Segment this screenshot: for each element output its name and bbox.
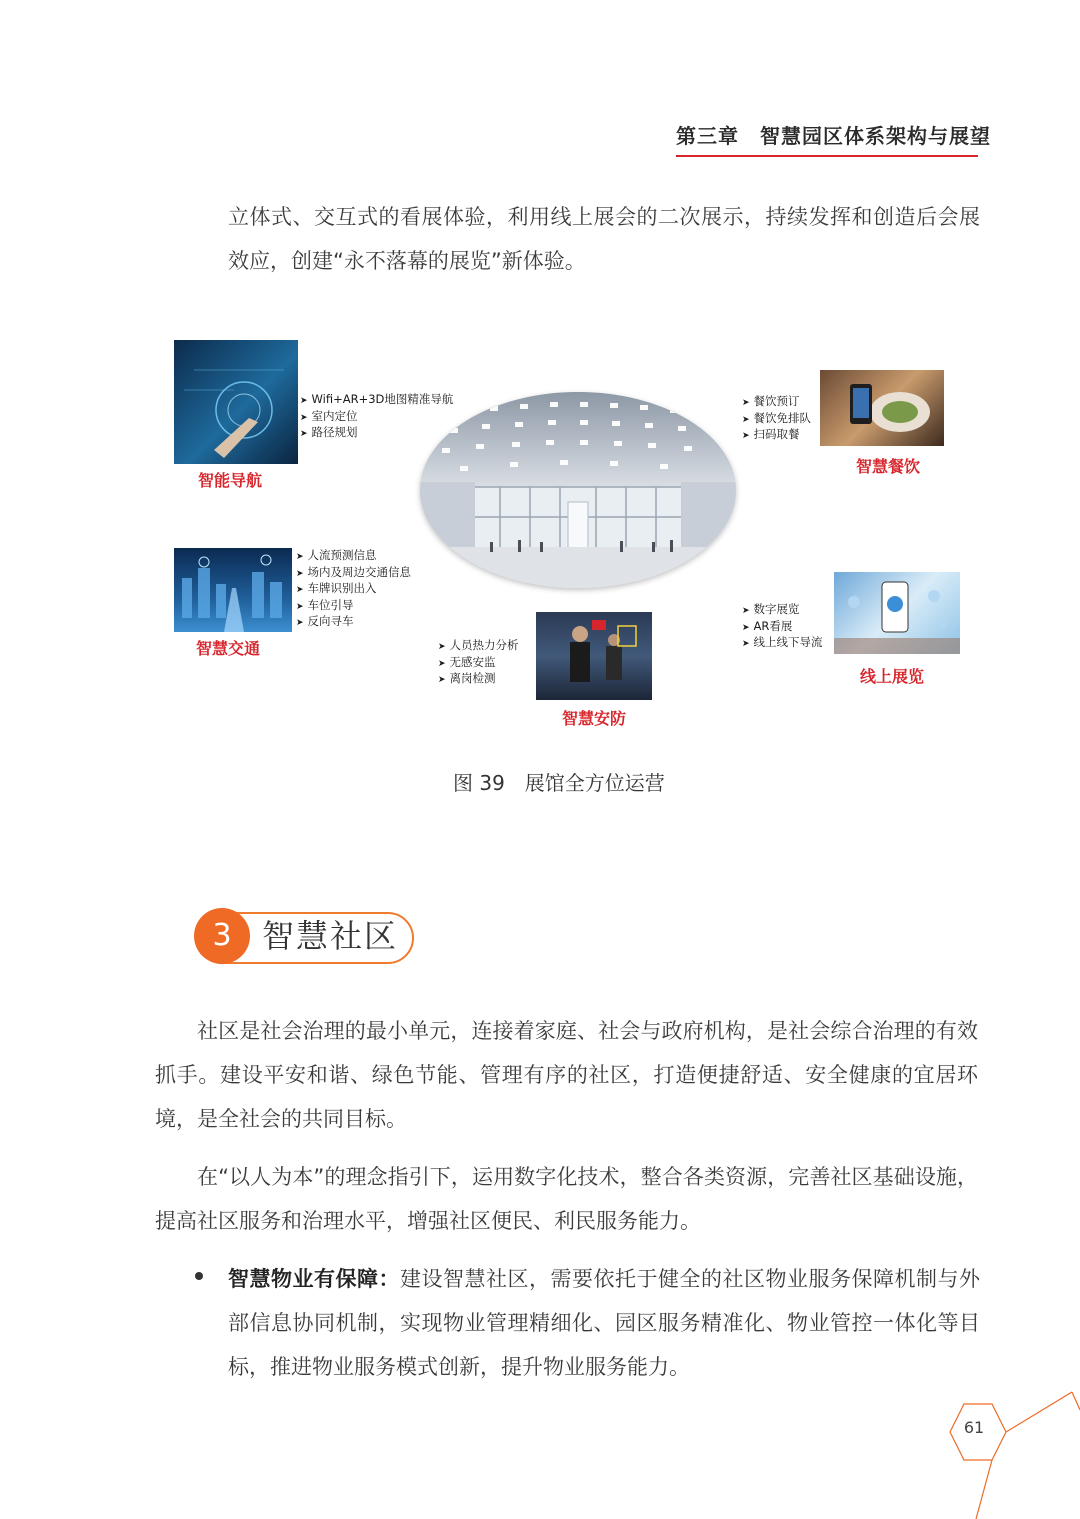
bullet-item: ➤ 餐饮免排队: [742, 411, 811, 428]
dining-bullets: [742, 394, 811, 444]
dining-photo: [820, 370, 944, 446]
list-bullet-dot: [195, 1272, 203, 1280]
bullet-item: ➤ AR看展: [742, 619, 823, 636]
traffic-bullets: [296, 548, 411, 631]
navigation-bullets: [300, 392, 453, 442]
section-title: 智慧社区: [262, 917, 399, 955]
list-item: [228, 1257, 980, 1389]
traffic-title: 智慧交通: [196, 639, 261, 658]
navigation-photo: [174, 340, 298, 464]
page-number-hexagon: [940, 1380, 1080, 1519]
bullet-item: ➤ 数字展览: [742, 602, 823, 619]
bullet-item: ➤ 场内及周边交通信息: [296, 565, 411, 582]
bullet-item: ➤ Wifi+AR+3D地图精准导航: [300, 392, 453, 409]
section-number-badge: 3: [194, 908, 250, 964]
online-exhibition-photo: [834, 572, 960, 654]
bullet-item: ➤ 扫码取餐: [742, 427, 811, 444]
security-title: 智慧安防: [562, 709, 627, 728]
figure-caption: 图 39 展馆全方位运营: [453, 771, 665, 795]
body-paragraph: 在“以人为本”的理念指引下，运用数字化技术，整合各类资源，完善社区基础设施，提高社区服务和治理水平，增强社区便民、利民服务能力。: [155, 1165, 978, 1233]
bullet-item: ➤ 人流预测信息: [296, 548, 411, 565]
bullet-item: ➤ 离岗检测: [438, 671, 519, 688]
exhibition-operations-figure: [160, 330, 960, 730]
bullet-item: ➤ 无感安监: [438, 655, 519, 672]
bullet-item: ➤ 餐饮预订: [742, 394, 811, 411]
traffic-photo: [174, 548, 292, 632]
security-bullets: [438, 638, 519, 688]
bullet-item: ➤ 人员热力分析: [438, 638, 519, 655]
bullet-item: ➤ 车位引导: [296, 598, 411, 615]
dining-title: 智慧餐饮: [856, 457, 921, 476]
exhibition-hall-photo: [420, 392, 736, 588]
bullet-item: ➤ 路径规划: [300, 425, 453, 442]
bullet-item: ➤ 室内定位: [300, 409, 453, 426]
chapter-header: 第三章 智慧园区体系架构与展望: [676, 120, 978, 157]
bullet-item: ➤ 线上线下导流: [742, 635, 823, 652]
intro-paragraph: 立体式、交互式的看展体验，利用线上展会的二次展示，持续发挥和创造后会展效应，创建“永不落幕的展览”新体验。: [228, 205, 980, 273]
online-exhibition-bullets: [742, 602, 823, 652]
list-item-label: 智慧物业有保障：: [228, 1267, 400, 1291]
navigation-title: 智能导航: [198, 471, 263, 490]
security-photo: [536, 612, 652, 700]
body-paragraph: 社区是社会治理的最小单元，连接着家庭、社会与政府机构，是社会综合治理的有效抓手。建设平安和谐、绿色节能、管理有序的社区，打造便捷舒适、安全健康的宜居环境，是全社会的共同目标。: [155, 1019, 978, 1131]
online-exhibition-title: 线上展览: [860, 667, 925, 686]
bullet-item: ➤ 反向寻车: [296, 614, 411, 631]
list-item-text: 建设智慧社区，需要依托于健全的社区物业服务保障机制与外部信息协同机制，实现物业管理精细化、园区服务精准化、物业管控一体化等目标，推进物业服务模式创新，提升物业服务能力。: [228, 1267, 980, 1379]
bullet-item: ➤ 车牌识别出入: [296, 581, 411, 598]
page-number: 61: [963, 1418, 985, 1437]
